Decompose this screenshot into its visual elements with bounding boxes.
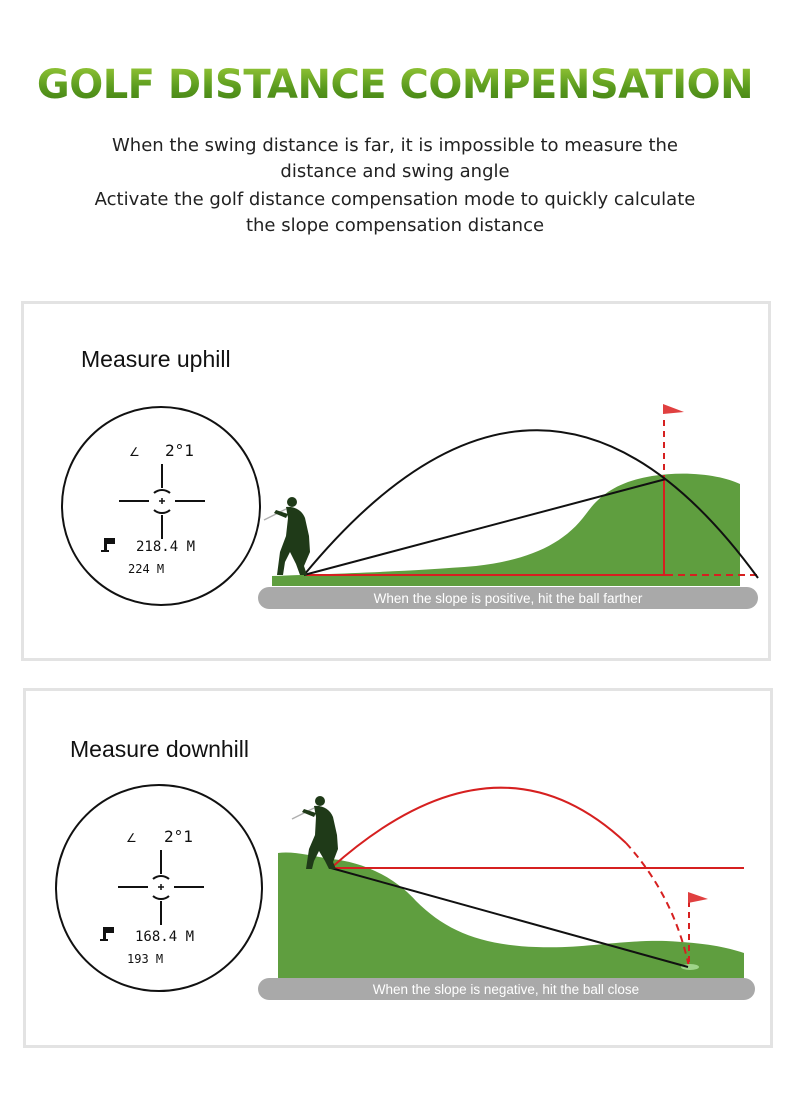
uphill-panel [21, 301, 771, 661]
uphill-horizontal-readout: 224 M [128, 562, 165, 576]
downhill-angle-readout: 2°1 [164, 827, 193, 846]
downhill-flag-icon [688, 892, 708, 903]
uphill-flag-icon [663, 404, 684, 414]
uphill-distance-readout: 218.4 M [136, 539, 196, 555]
uphill-caption: When the slope is positive, hit the ball farther [373, 591, 643, 606]
downhill-illustration [26, 691, 770, 1045]
angle-icon: ∠ [129, 445, 140, 459]
uphill-title: Measure uphill [81, 346, 231, 372]
page-title: GOLF DISTANCE COMPENSATION [0, 62, 790, 108]
downhill-horizontal-readout: 193 M [127, 952, 164, 966]
downhill-ball-trajectory [331, 788, 626, 868]
downhill-panel [23, 688, 773, 1048]
subtitle-line-2: distance and swing angle [280, 161, 510, 182]
uphill-hill [272, 474, 740, 586]
subtitle-line-3: Activate the golf distance compensation mode to quickly calculate [94, 189, 696, 210]
subtitle-line-1: When the swing distance is far, it is impossible to measure the [111, 135, 679, 156]
uphill-rangefinder-view [62, 407, 260, 605]
downhill-distance-readout: 168.4 M [135, 929, 195, 945]
golfer-icon [264, 497, 310, 575]
angle-icon: ∠ [126, 831, 137, 845]
subtitle-line-4: the slope compensation distance [245, 215, 545, 236]
downhill-rangefinder-view [56, 785, 262, 991]
uphill-angle-readout: 2°1 [165, 441, 194, 460]
downhill-caption: When the slope is negative, hit the ball close [372, 982, 640, 997]
downhill-hill [278, 853, 744, 979]
downhill-title: Measure downhill [70, 736, 249, 762]
uphill-illustration [24, 304, 768, 658]
